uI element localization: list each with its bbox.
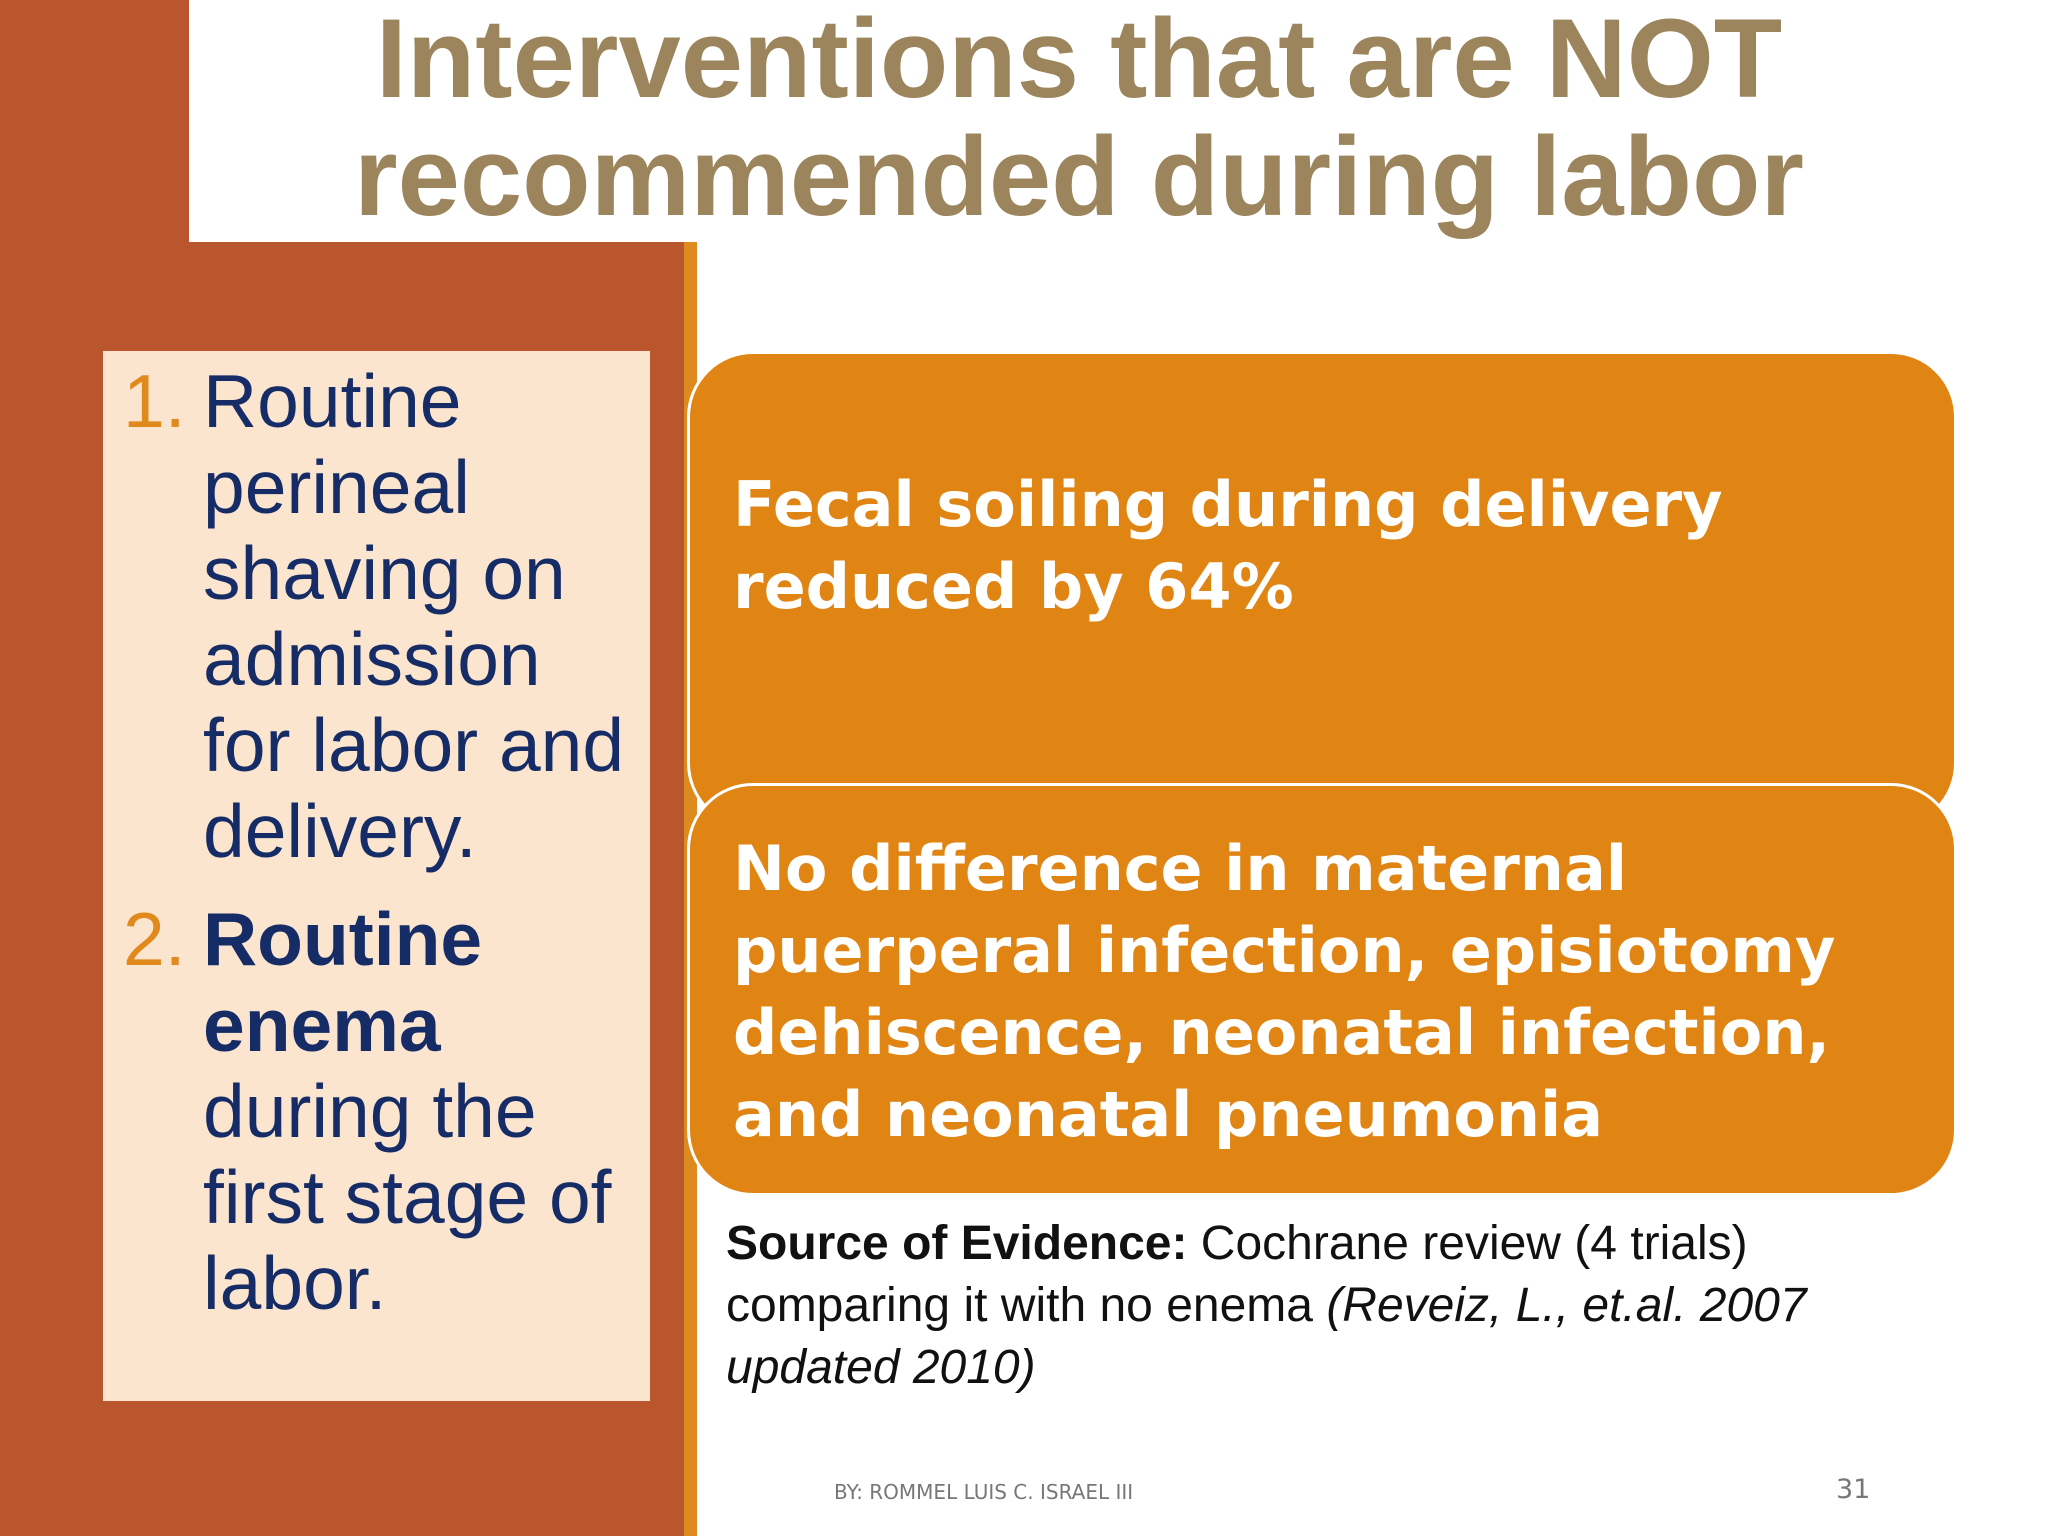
- source-of-evidence: [726, 1213, 1926, 1399]
- title-line-2: recommended during labor: [354, 114, 1804, 239]
- callout-text-2: No difference in maternal puerperal infection, episiotomy dehiscence, neonatal infection, and neonatal pneumonia: [733, 832, 1836, 1151]
- callout-text-1: Fecal soiling during delivery reduced by 64%: [733, 468, 1723, 623]
- callout-box-2: [687, 783, 1957, 1196]
- title-line-1: Interventions that are NOT: [375, 0, 1783, 121]
- source-citation: (Reveiz, L., et.al. 2007 updated 2010): [726, 1279, 1807, 1394]
- list-item: [123, 358, 643, 874]
- intervention-list: [123, 358, 643, 1326]
- list-item-text: during the first stage of labor.: [203, 1069, 612, 1325]
- list-item: [123, 896, 643, 1326]
- list-item-text: Routine perineal shaving on admission for labor and delivery.: [203, 359, 625, 873]
- list-number: 2.: [123, 897, 186, 981]
- callout-box-1: [687, 351, 1957, 829]
- footer-author: BY: ROMMEL LUIS C. ISRAEL III: [834, 1480, 1134, 1504]
- left-band-top: [0, 0, 189, 242]
- page-number: 31: [1836, 1474, 1871, 1505]
- list-number: 1.: [123, 359, 186, 443]
- list-item-bold-text: Routine enema: [203, 897, 483, 1067]
- slide-title: [189, 0, 1969, 239]
- source-label: Source of Evidence:: [726, 1217, 1188, 1270]
- source-text: Cochrane review (4 trials) comparing it with no enema: [726, 1217, 1748, 1332]
